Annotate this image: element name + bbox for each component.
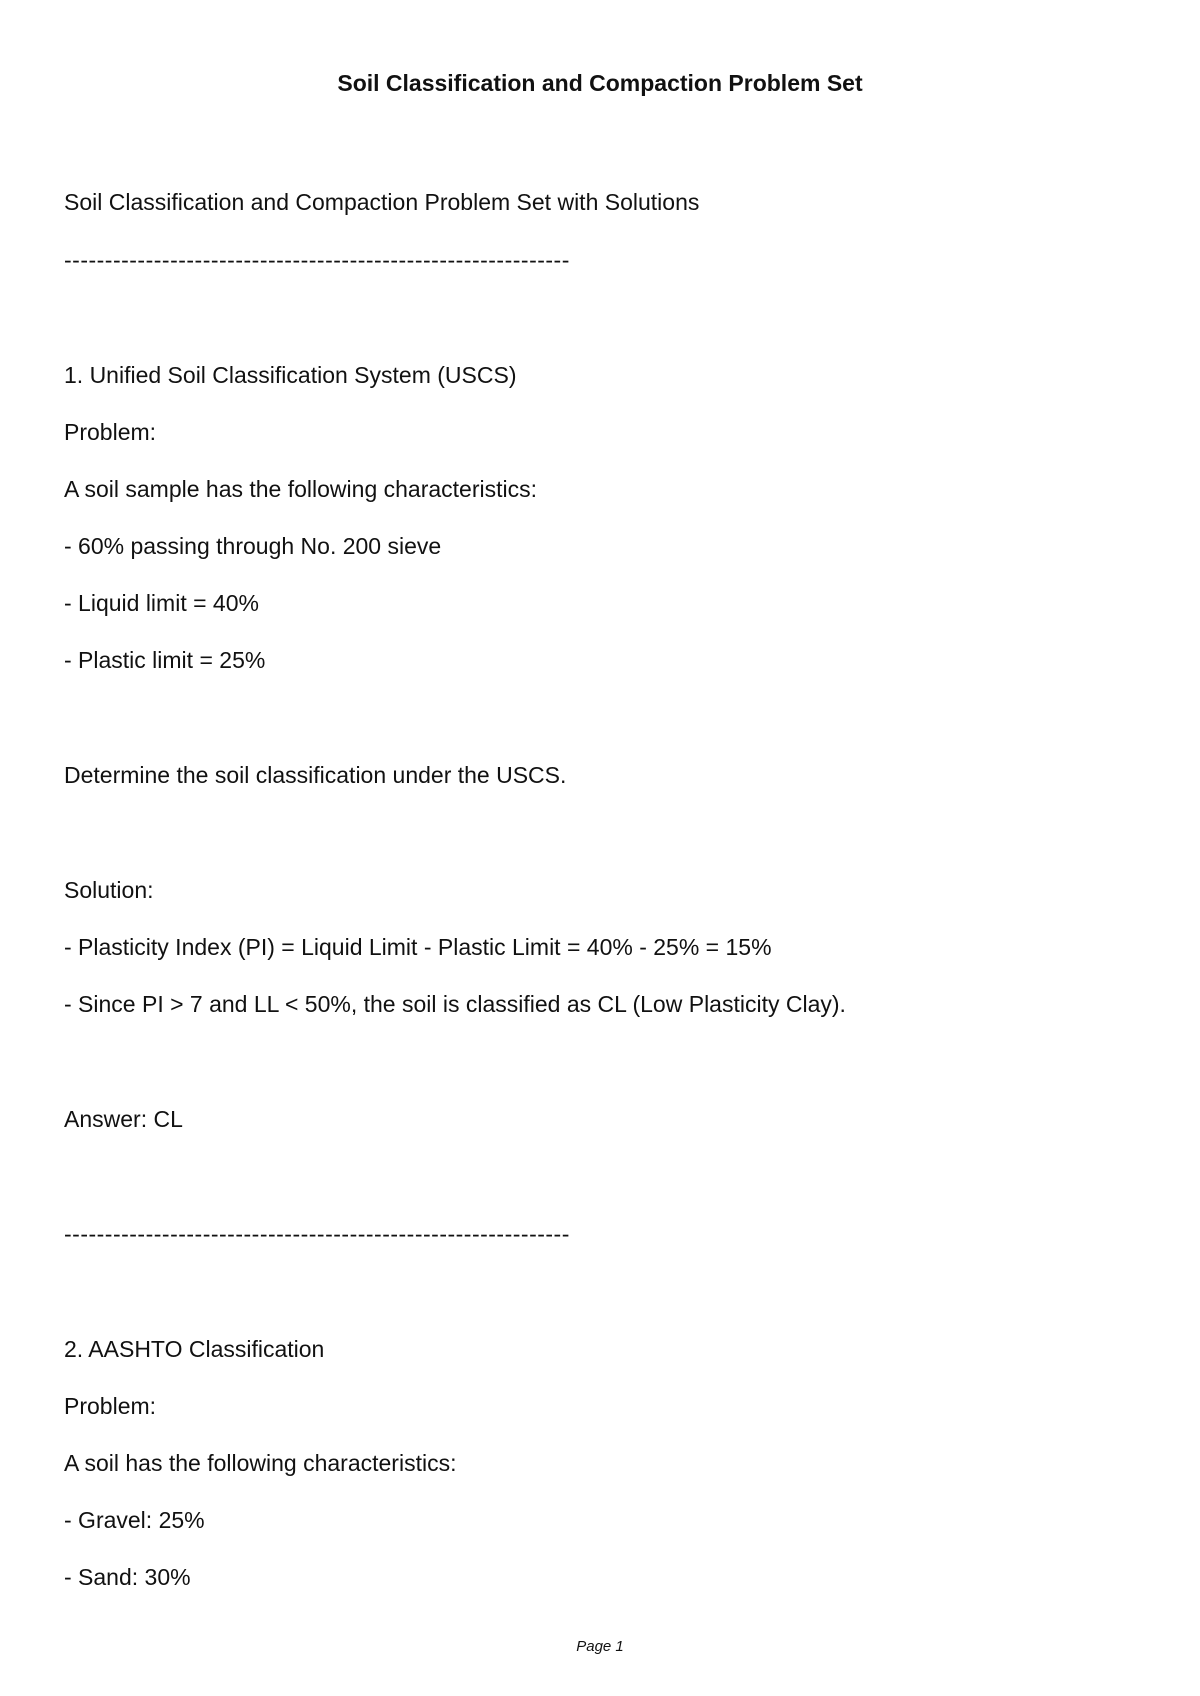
section1-heading: 1. Unified Soil Classification System (USCS) (64, 362, 517, 388)
section2-item: - Gravel: 25% (64, 1507, 205, 1533)
section1-item: - Plastic limit = 25% (64, 647, 266, 673)
section1-intro: A soil sample has the following characteristics: (64, 476, 537, 502)
section1-solution-line: - Since PI > 7 and LL < 50%, the soil is classified as CL (Low Plasticity Clay). (64, 991, 846, 1017)
separator-line: -------------------------------------------------------------- (64, 247, 570, 273)
page-number: Page 1 (576, 1638, 624, 1655)
section1-solution-label: Solution: (64, 877, 154, 903)
section1-answer: Answer: CL (64, 1106, 183, 1132)
section1-solution-line: - Plasticity Index (PI) = Liquid Limit - Plastic Limit = 40% - 25% = 15% (64, 934, 772, 960)
document-title: Soil Classification and Compaction Problem Set (337, 70, 863, 96)
section1-item: - Liquid limit = 40% (64, 590, 259, 616)
section2-heading: 2. AASHTO Classification (64, 1336, 325, 1362)
section2-problem-label: Problem: (64, 1393, 157, 1419)
section2-item: - Sand: 30% (64, 1564, 191, 1590)
section1-problem-label: Problem: (64, 419, 157, 445)
section2-intro: A soil has the following characteristics: (64, 1450, 457, 1476)
document-subtitle: Soil Classification and Compaction Problem Set with Solutions (64, 189, 700, 215)
section1-question: Determine the soil classification under the USCS. (64, 762, 567, 788)
separator-line: -------------------------------------------------------------- (64, 1221, 570, 1247)
section1-item: - 60% passing through No. 200 sieve (64, 533, 442, 559)
